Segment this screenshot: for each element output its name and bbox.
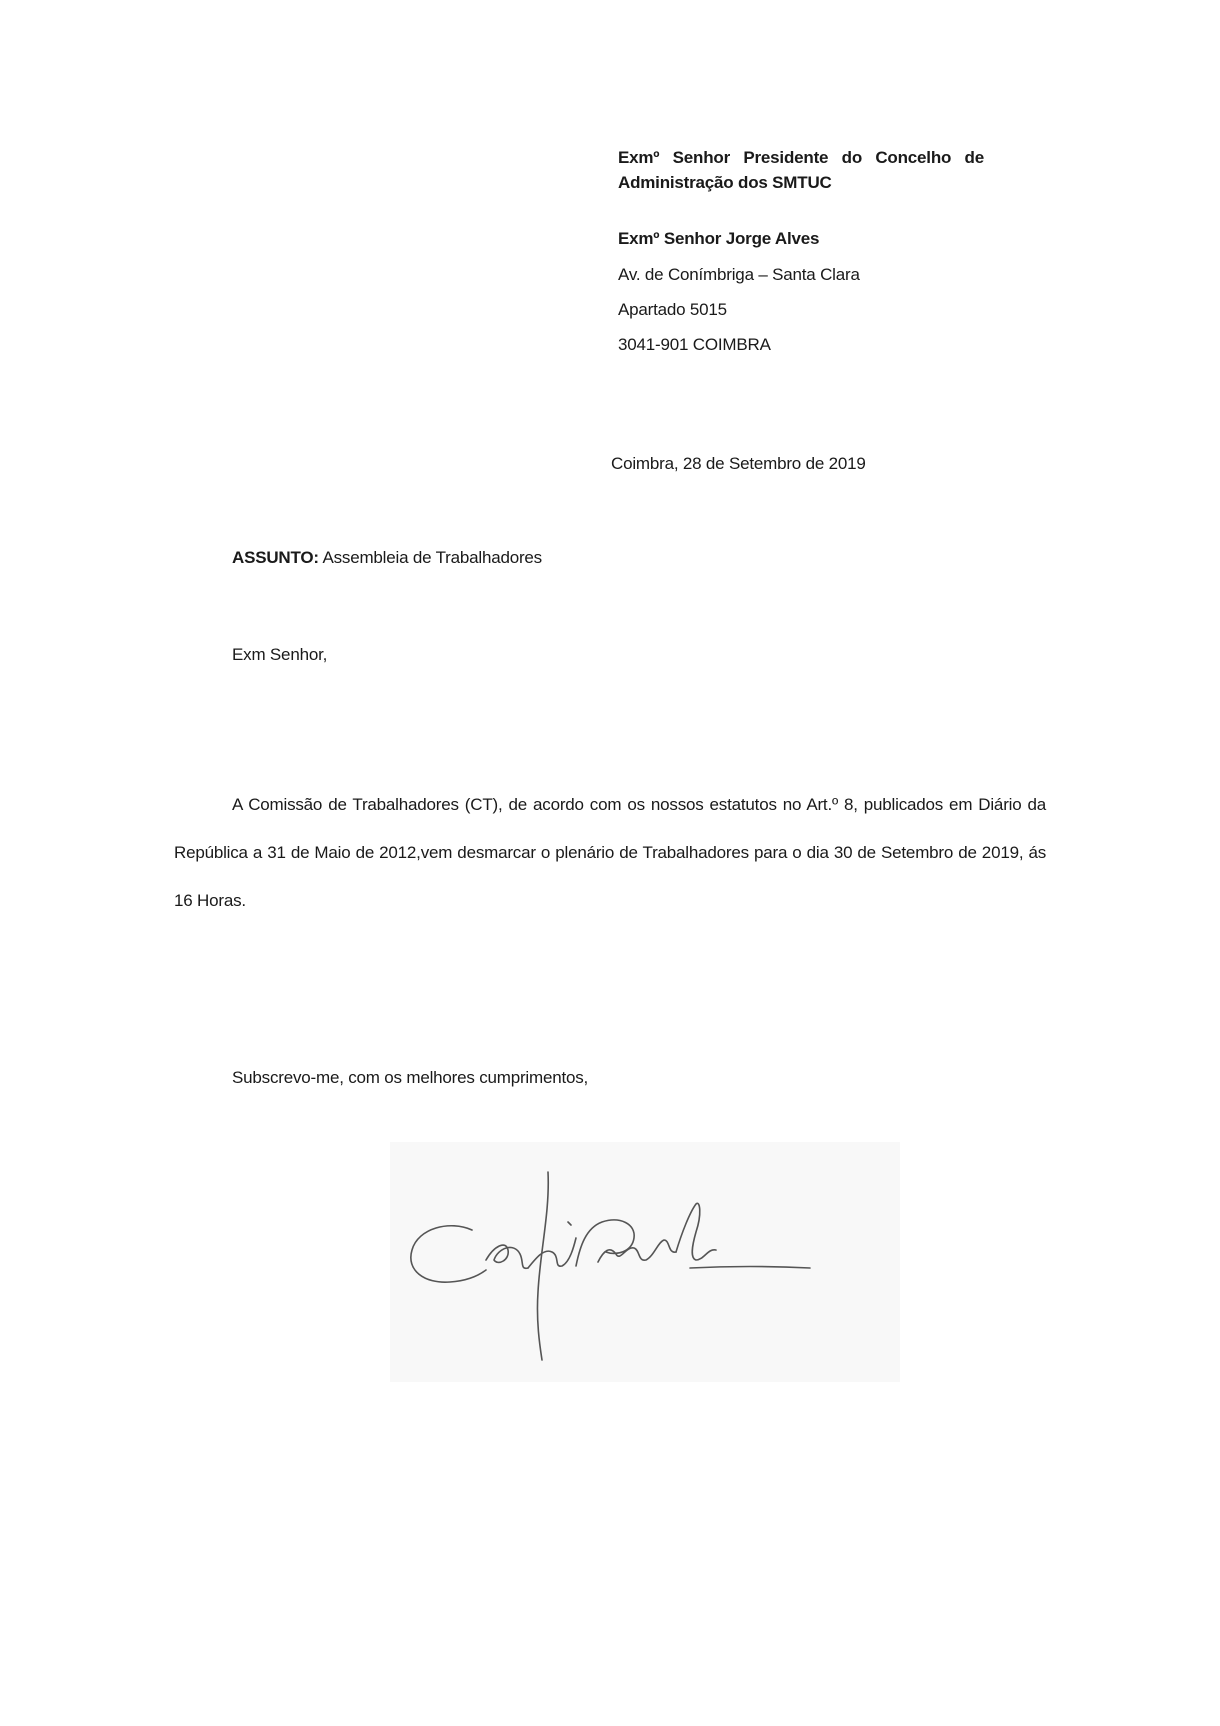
recipient-address-postal-code: 3041-901 COIMBRA — [618, 335, 771, 354]
subject-text: Assembleia de Trabalhadores — [322, 548, 542, 567]
subject-line — [232, 548, 542, 568]
recipient-block — [618, 145, 984, 362]
recipient-title: Exmº Senhor Presidente do Concelho de Administração dos SMTUC — [618, 148, 984, 192]
letter-date: Coimbra, 28 de Setembro de 2019 — [611, 454, 866, 473]
recipient-address-street: Av. de Conímbriga – Santa Clara — [618, 265, 860, 284]
handwritten-signature-icon — [390, 1142, 900, 1382]
subject-label: ASSUNTO: — [232, 548, 319, 567]
body-paragraph: A Comissão de Trabalhadores (CT), de acordo com os nossos estatutos no Art.º 8, publicados em Diário da República a 31 de Maio de 2012,vem desmarcar o plenário de Trabalhadores para o dia 30 de Setembro de 2019, ás 16 Horas. — [174, 795, 1046, 910]
closing-line: Subscrevo-me, com os melhores cumprimentos, — [232, 1068, 589, 1087]
recipient-address-po-box: Apartado 5015 — [618, 300, 727, 319]
recipient-name: Exmº Senhor Jorge Alves — [618, 229, 820, 248]
salutation: Exm Senhor, — [232, 645, 328, 664]
